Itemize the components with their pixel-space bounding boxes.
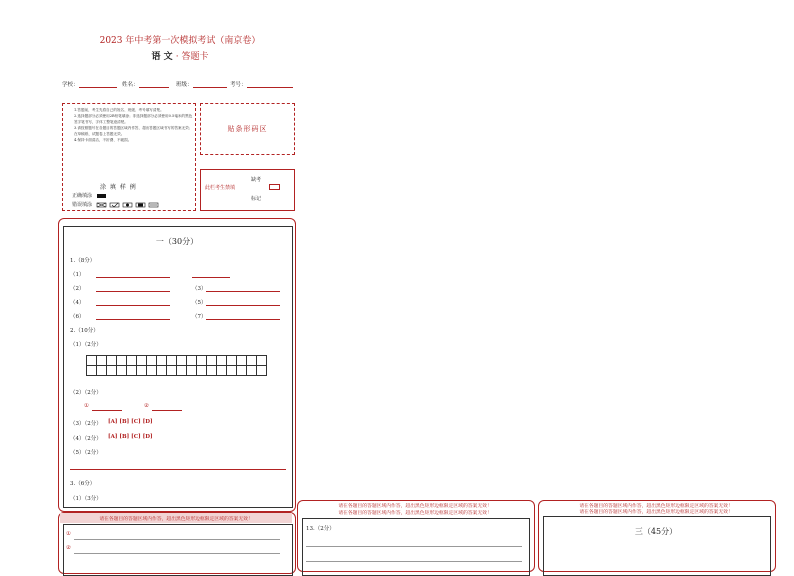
section1-title: 一（30分） bbox=[155, 237, 199, 246]
answer-line[interactable] bbox=[96, 276, 170, 278]
legend-correct-label: 正确填涂 bbox=[72, 193, 93, 199]
q1-item-1: （1） bbox=[70, 272, 85, 278]
barcode-area: 贴条形码区 bbox=[200, 103, 295, 155]
q1-item-2: （2） bbox=[70, 286, 85, 292]
answer-line[interactable] bbox=[306, 545, 522, 547]
name-label: 姓名： bbox=[122, 82, 139, 88]
answer-area-warning: 请在各题目的答题区域内作答，超出黑色矩形边框限定区域的答案无效！ bbox=[99, 517, 253, 522]
absent-checkbox[interactable] bbox=[269, 184, 280, 190]
absent-box bbox=[200, 169, 295, 211]
answer-line[interactable] bbox=[152, 409, 182, 411]
answer-line[interactable] bbox=[206, 290, 280, 292]
q13-label: 13.（2分） bbox=[306, 526, 335, 532]
answer-area-warning: 请在各题目的答题区域内作答，超出黑色矩形边框限定区域的答案无效！ bbox=[579, 510, 733, 515]
class-field[interactable] bbox=[176, 80, 227, 88]
q1-label: 1.（8分） bbox=[70, 258, 96, 264]
subject-name: 语 文 bbox=[151, 52, 173, 62]
page-title: 2023 年中考第一次模拟考试（南京卷） bbox=[99, 36, 261, 46]
answer-area-warning: 请在各题目的答题区域内作答，超出黑色矩形边框限定区域的答案无效！ bbox=[579, 504, 733, 509]
absent-side-label: 此栏考生禁填 bbox=[205, 185, 236, 191]
writing-grid[interactable] bbox=[86, 355, 267, 376]
class-label: 班级： bbox=[176, 82, 193, 88]
answer-area-warning: 请在各题目的答题区域内作答，超出黑色矩形边框限定区域的答案无效！ bbox=[338, 511, 492, 516]
school-field[interactable] bbox=[62, 80, 117, 88]
exam-no-label: 考号： bbox=[230, 82, 247, 88]
q2-2-b: ② bbox=[144, 403, 149, 409]
answer-line[interactable] bbox=[74, 552, 280, 554]
exam-no-field[interactable] bbox=[230, 80, 293, 88]
answer-line[interactable] bbox=[70, 468, 286, 470]
q2-label: 2.（10分） bbox=[70, 328, 99, 334]
school-label: 学校： bbox=[62, 82, 79, 88]
legend-wrong-label: 错误填涂 bbox=[72, 202, 93, 208]
q2-3-label: （3）（2分） bbox=[70, 421, 102, 427]
bottom-item-b: ② bbox=[66, 545, 71, 551]
q3-label: 3.（6分） bbox=[70, 481, 96, 487]
q2-1-label: （1）（2分） bbox=[70, 342, 102, 348]
col1-bottom-inner bbox=[63, 524, 293, 576]
q1-item-3: （3） bbox=[192, 286, 207, 292]
section3-title: 三（45分） bbox=[634, 527, 678, 536]
q2-5-label: （5）（2分） bbox=[70, 450, 102, 456]
answer-line[interactable] bbox=[96, 304, 170, 306]
legend-title: 涂 填 样 例 bbox=[100, 184, 137, 191]
q2-4-options[interactable]: [A] [B] [C] [D] bbox=[108, 434, 153, 440]
filled-box-icon bbox=[97, 194, 106, 198]
subject-title bbox=[60, 49, 300, 62]
col3-inner bbox=[543, 516, 771, 576]
q1-item-5: （5） bbox=[192, 300, 207, 306]
legend-wrong bbox=[72, 201, 170, 208]
answer-line[interactable] bbox=[192, 276, 230, 278]
answer-line[interactable] bbox=[92, 409, 122, 411]
answer-line[interactable] bbox=[206, 304, 280, 306]
q2-2-label: （2）（2分） bbox=[70, 390, 102, 396]
absent-bottom-label: 标记 bbox=[251, 196, 262, 202]
q3-1-label: （1）（3分） bbox=[70, 496, 102, 502]
q1-item-4: （4） bbox=[70, 300, 85, 306]
answer-line[interactable] bbox=[96, 290, 170, 292]
name-field[interactable] bbox=[122, 80, 169, 88]
wrong-marks-icon bbox=[96, 202, 170, 208]
instruction-item: 4.保持卡面清洁，不折叠、不破损。 bbox=[74, 138, 132, 142]
q2-2-a: ① bbox=[84, 403, 89, 409]
q2-4-label: （4）（2分） bbox=[70, 436, 102, 442]
bottom-item-a: ① bbox=[66, 531, 71, 537]
instruction-item: 2.选择题部分必须使用2B铅笔填涂；非选择题部分必须使用0.5毫米的黑色签字笔书写，字体工整笔迹清楚。 bbox=[74, 114, 193, 124]
instruction-item: 3.请按照题号在各题目的答题区域内作答，超出答题区域书写的答案无效；在草稿纸、试题卷上答题无效。 bbox=[74, 126, 193, 136]
col2-inner bbox=[302, 518, 530, 576]
q2-3-options[interactable]: [A] [B] [C] [D] bbox=[108, 419, 153, 425]
q1-item-6: （6） bbox=[70, 314, 85, 320]
answer-area-warning: 请在各题目的答题区域内作答，超出黑色矩形边框限定区域的答案无效！ bbox=[338, 504, 492, 509]
instruction-item: 1.答题前，考生先将自己的姓名、班级、考号填写清楚。 bbox=[74, 108, 164, 112]
answer-line[interactable] bbox=[74, 538, 280, 540]
answer-line[interactable] bbox=[96, 318, 170, 320]
answer-line[interactable] bbox=[206, 318, 280, 320]
absent-top-label: 缺考 bbox=[251, 177, 262, 183]
legend-correct bbox=[72, 192, 106, 199]
q1-item-7: （7） bbox=[192, 314, 207, 320]
answer-sheet-label: · 答题卡 bbox=[175, 52, 209, 62]
